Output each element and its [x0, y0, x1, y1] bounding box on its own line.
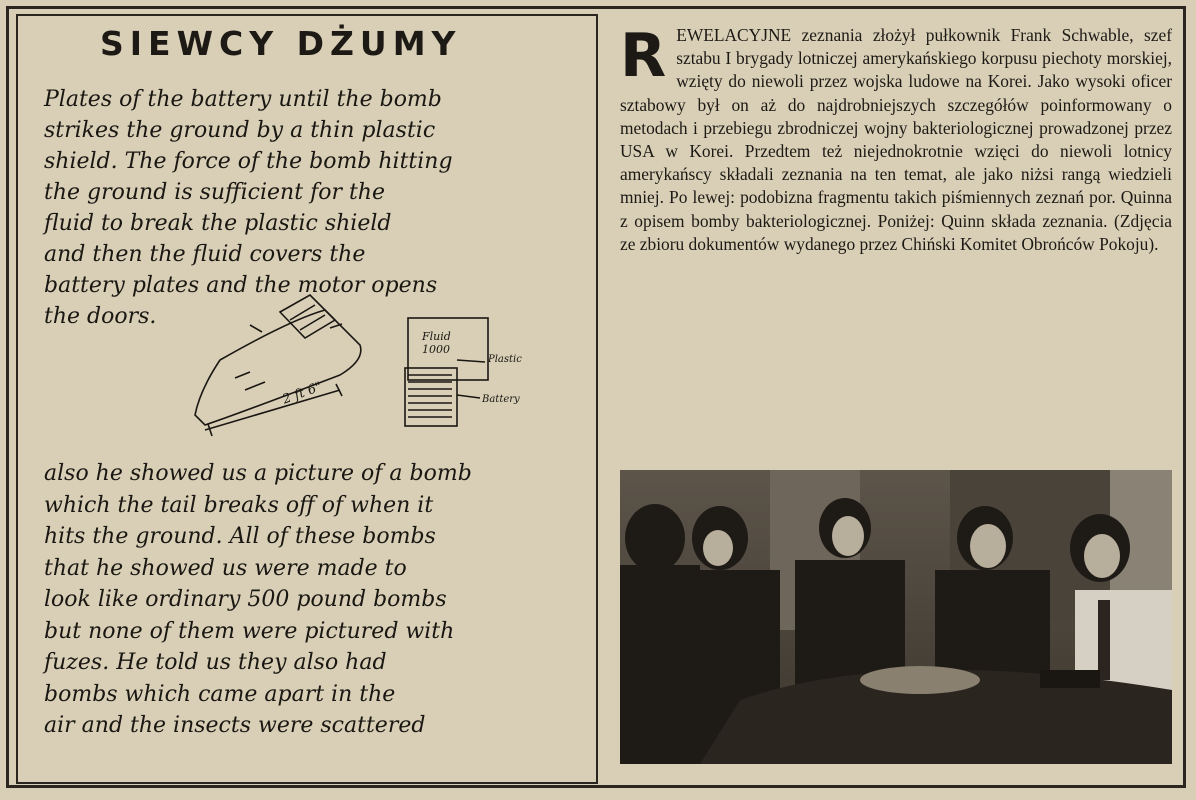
bomb-sketch [190, 290, 550, 440]
sketch-label-fluid: Fluid 1000 [422, 330, 451, 356]
handwritten-line: shield. The force of the bomb hitting [44, 149, 453, 174]
sketch-label-length: 2 ft 6" [280, 379, 325, 408]
handwritten-line: fuzes. He told us they also had [44, 650, 387, 675]
handwritten-line: the ground is sufficient for the [44, 180, 385, 205]
sketch-label-plastic: Plastic [488, 354, 522, 365]
handwritten-line: and then the fluid covers the [44, 242, 366, 267]
handwritten-line: Plates of the battery until the bomb [44, 87, 442, 112]
handwritten-text-bottom [44, 458, 584, 742]
handwritten-line: hits the ground. All of these bombs [44, 524, 436, 549]
interrogation-photo [620, 470, 1172, 764]
handwritten-line: also he showed us a picture of a bomb [44, 461, 472, 486]
bomb-sketch-drawing [190, 290, 550, 440]
handwritten-line: the doors. [44, 304, 157, 329]
handwritten-line: which the tail breaks off of when it [44, 492, 434, 518]
handwritten-line: look like ordinary 500 pound bombs [44, 587, 447, 612]
drop-cap: R [620, 21, 667, 91]
photo-rendering [620, 470, 1172, 764]
handwritten-line: strikes the ground by a thin plastic [44, 118, 436, 143]
handwritten-line: that he showed us were made to [44, 555, 407, 581]
handwritten-line: air and the insects were scattered [44, 713, 426, 738]
handwritten-line: fluid to break the plastic shield [44, 211, 392, 236]
article-title: SIEWCY DŻUMY [100, 24, 462, 63]
handwritten-line: but none of them were pictured with [44, 618, 455, 644]
article-caption [620, 21, 1172, 256]
caption-text: EWELACYJNE zeznania złożył pułkownik Frank Schwable, szef sztabu I brygady lotniczej amerykańskiego korpusu piechoty morskiej, wzięty do niewoli przez wojska ludowe na Korei. Jako wysoki oficer sztabowy był on aż do najdrobniejszych szczegółów poinformowany o metodach i przebiegu zbrodniczej wojny bakteriologicznej prowadzonej przez USA w Korei. Przedtem też niejednokrotnie wzięci do niewoli lotnicy amerykańscy składali zeznania na ten temat, ale jako niżsi rangą wiedzieli mniej. Po lewej: podobizna fragmentu takich piśmiennych zeznań por. Quinna z opisem bomby bakteriologicznej. Poniżej: Quinn składa zeznania. (Zdjęcia ze zbioru dokumentów wydanego przez Chiński Komitet Obrońców Pokoju). [620, 25, 1172, 254]
handwritten-line: battery plates and the motor opens [44, 273, 438, 298]
handwritten-line: bombs which came apart in the [44, 681, 396, 707]
sketch-label-battery: Battery [482, 394, 520, 405]
